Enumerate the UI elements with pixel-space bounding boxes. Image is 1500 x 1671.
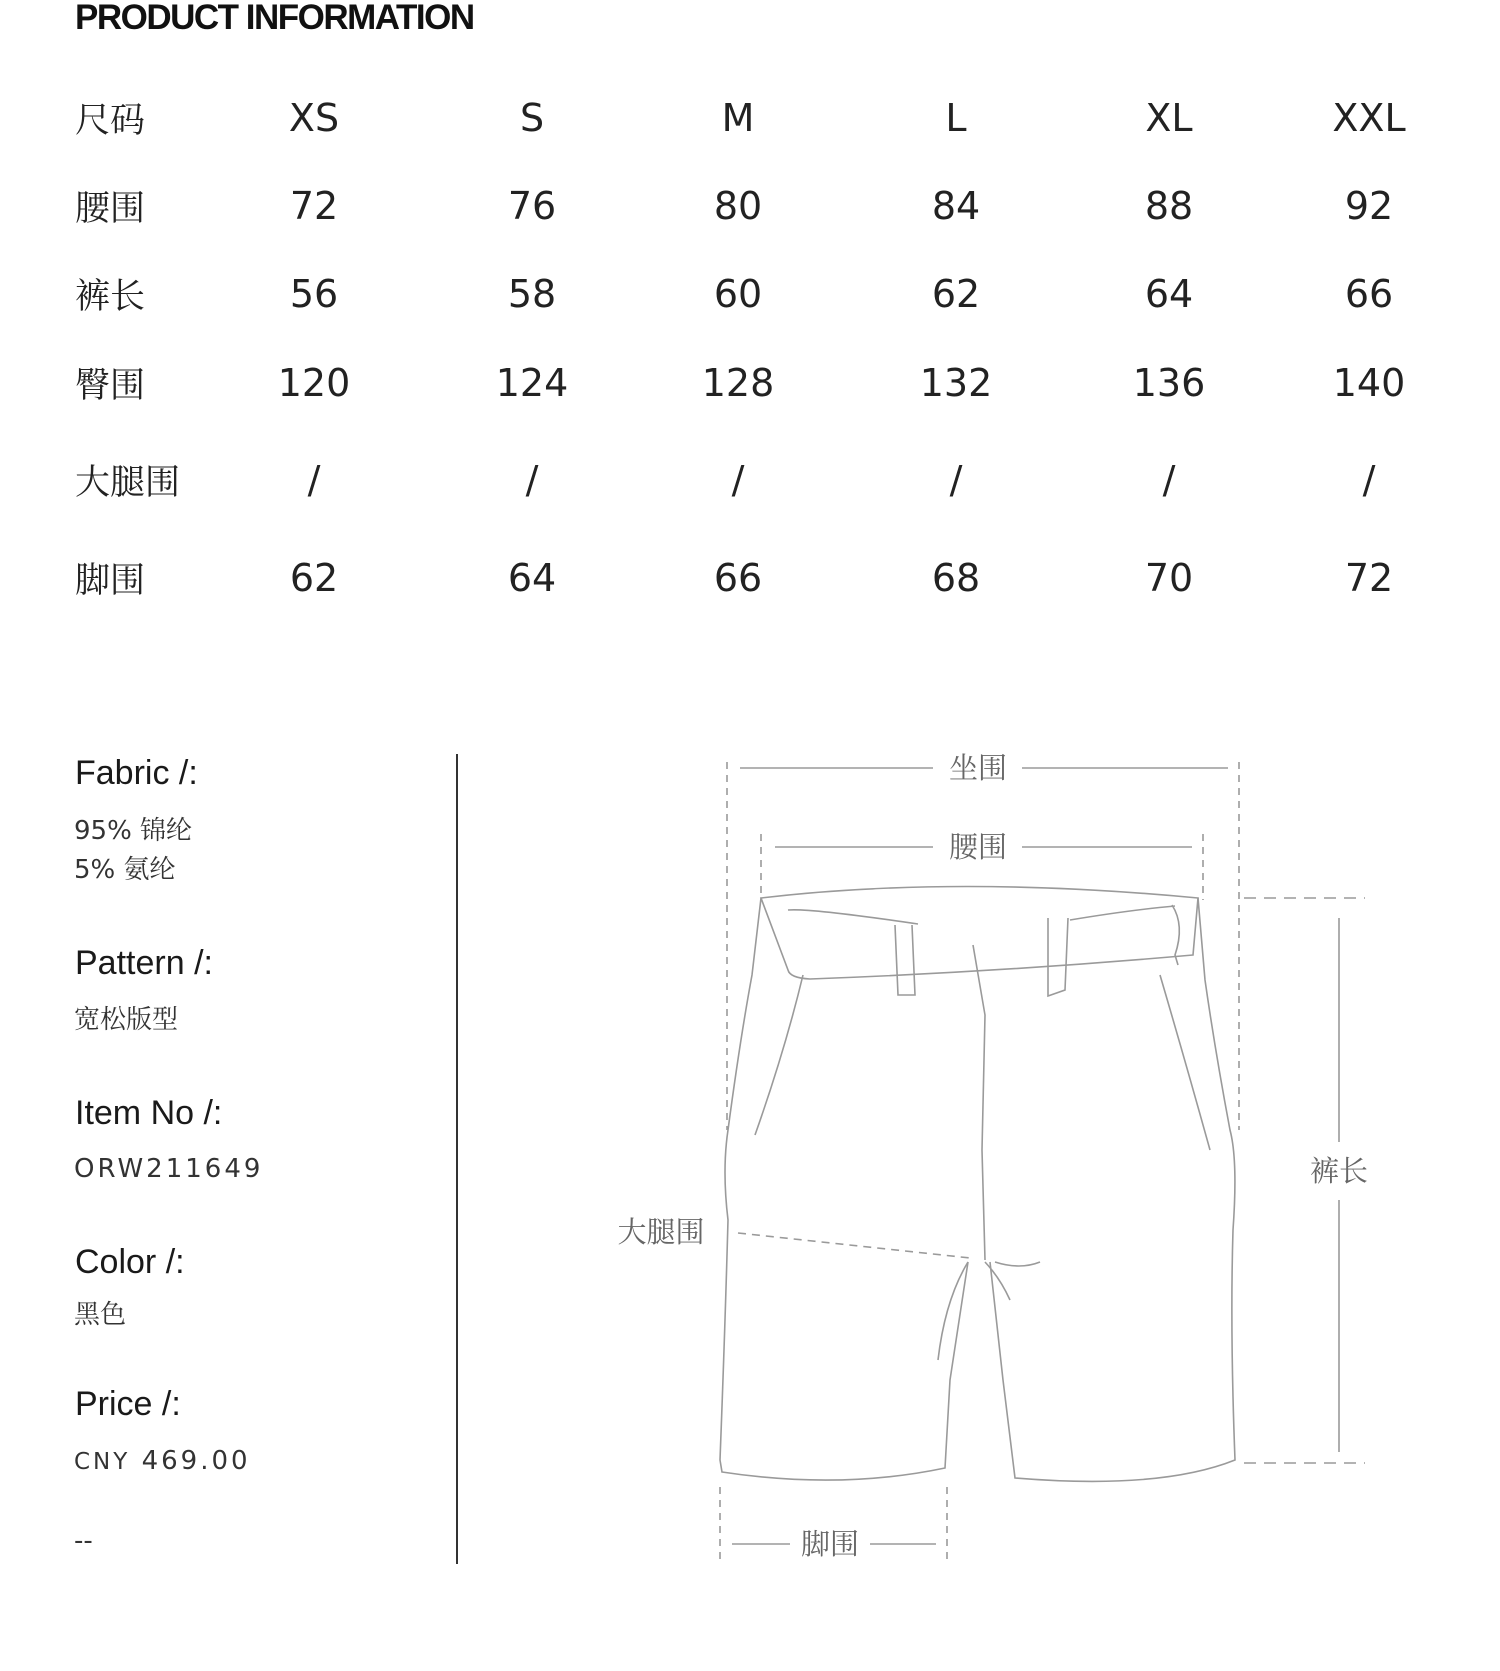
table-cell: / (1362, 458, 1376, 502)
pattern-value: 宽松版型 (74, 1005, 179, 1035)
size-xxl: XXL (1332, 96, 1406, 140)
color-heading: Color /: (75, 1243, 185, 1281)
table-cell: 136 (1132, 361, 1206, 405)
table-cell: 80 (713, 184, 763, 228)
table-cell: 62 (289, 556, 339, 600)
page-title: PRODUCT INFORMATION (75, 0, 474, 37)
table-cell: / (307, 458, 321, 502)
table-cell: 92 (1344, 184, 1394, 228)
table-cell: / (949, 458, 963, 502)
row-label-thigh: 大腿围 (75, 463, 181, 503)
table-cell: 72 (1344, 556, 1394, 600)
table-cell: 128 (701, 361, 775, 405)
table-cell: 72 (289, 184, 339, 228)
price-currency: CNY (74, 1449, 131, 1475)
size-s: S (519, 96, 545, 140)
item-no-value: ORW211649 (74, 1154, 264, 1184)
row-label-hip: 臀围 (75, 366, 146, 406)
color-value: 黑色 (74, 1300, 127, 1330)
table-cell: 120 (277, 361, 351, 405)
fabric-line-1: 95% 锦纶 (74, 816, 193, 846)
pattern-heading: Pattern /: (75, 944, 213, 982)
table-cell: 66 (1344, 272, 1394, 316)
size-xs: XS (288, 96, 340, 140)
length-label: 裤长 (1309, 1154, 1369, 1188)
table-cell: / (731, 458, 745, 502)
fabric-line-2: 5% 氨纶 (74, 855, 176, 885)
table-cell: 88 (1144, 184, 1194, 228)
trailing-dashes: -- (74, 1526, 93, 1556)
size-header-label: 尺码 (75, 101, 146, 141)
table-cell: 58 (507, 272, 557, 316)
table-cell: 70 (1144, 556, 1194, 600)
table-cell: 68 (931, 556, 981, 600)
table-cell: 140 (1332, 361, 1406, 405)
row-label-hem: 脚围 (75, 561, 146, 601)
table-cell: 64 (507, 556, 557, 600)
table-cell: / (525, 458, 539, 502)
table-cell: 62 (931, 272, 981, 316)
shorts-outline (720, 887, 1235, 1482)
table-cell: 56 (289, 272, 339, 316)
table-cell: 132 (919, 361, 993, 405)
row-label-length: 裤长 (75, 277, 146, 317)
row-label-waist: 腰围 (75, 189, 146, 229)
size-xl: XL (1145, 96, 1193, 140)
seat-label: 坐围 (948, 751, 1008, 785)
table-cell: 64 (1144, 272, 1194, 316)
table-cell: / (1162, 458, 1176, 502)
table-cell: 60 (713, 272, 763, 316)
table-cell: 76 (507, 184, 557, 228)
price-amount: 469.00 (141, 1446, 251, 1476)
table-cell: 66 (713, 556, 763, 600)
table-cell: 124 (495, 361, 569, 405)
item-no-heading: Item No /: (75, 1094, 223, 1132)
waist-label: 腰围 (948, 830, 1008, 864)
thigh-measure (738, 1233, 970, 1258)
thigh-label: 大腿围 (617, 1215, 705, 1249)
table-cell: 84 (931, 184, 981, 228)
price-heading: Price /: (75, 1385, 181, 1423)
hem-label: 脚围 (800, 1527, 860, 1561)
fabric-heading: Fabric /: (75, 754, 198, 792)
size-m: M (721, 96, 755, 140)
size-l: L (945, 96, 967, 140)
